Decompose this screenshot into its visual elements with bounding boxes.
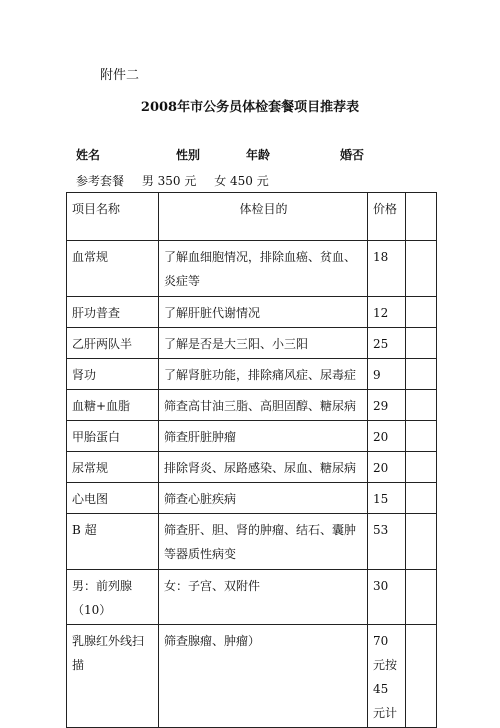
cell-price: 20	[368, 452, 406, 483]
cell-extra	[406, 297, 437, 328]
cell-extra	[406, 359, 437, 390]
table-header-row	[67, 193, 437, 241]
cell-extra	[406, 514, 437, 570]
cell-extra	[406, 421, 437, 452]
table-row	[67, 241, 437, 297]
header-purpose: 体检目的	[159, 193, 368, 241]
cell-item-name: B 超	[67, 514, 159, 570]
table-body	[67, 241, 437, 728]
cell-extra	[406, 241, 437, 297]
header-price: 价格	[368, 193, 406, 241]
cell-purpose: 排除肾炎、尿路感染、尿血、糖尿病	[159, 452, 368, 483]
marital-label: 婚否	[340, 148, 365, 162]
cell-extra	[406, 483, 437, 514]
cell-item-name: 乙肝两队半	[67, 328, 159, 359]
cell-extra	[406, 390, 437, 421]
cell-price: 25	[368, 328, 406, 359]
cell-price: 53	[368, 514, 406, 570]
name-label: 姓名	[76, 148, 101, 162]
cell-purpose: 了解是否是大三阳、小三阳	[159, 328, 368, 359]
cell-extra	[406, 570, 437, 625]
table-row	[67, 570, 437, 625]
cell-item-name: 血常规	[67, 241, 159, 297]
cell-price: 70 元按 45 元计	[368, 625, 406, 728]
cell-item-name: 尿常规	[67, 452, 159, 483]
cell-item-name: 肾功	[67, 359, 159, 390]
cell-purpose: 筛查心脏疾病	[159, 483, 368, 514]
cell-purpose: 了解肾脏功能，排除痛风症、尿毒症	[159, 359, 368, 390]
table-row	[67, 328, 437, 359]
cell-purpose: 筛查肝脏肿瘤	[159, 421, 368, 452]
exam-table	[66, 192, 437, 728]
cell-item-name: 乳腺红外线扫描	[67, 625, 159, 728]
cell-purpose: 筛查高甘油三脂、高胆固醇、糖尿病	[159, 390, 368, 421]
package-male: 男 350 元	[141, 174, 197, 188]
table-row	[67, 514, 437, 570]
cell-purpose: 女：子宫、双附件	[159, 570, 368, 625]
cell-purpose: 了解肝脏代谢情况	[159, 297, 368, 328]
table-row	[67, 359, 437, 390]
package-line	[76, 172, 283, 189]
cell-item-name: 甲胎蛋白	[67, 421, 159, 452]
cell-price: 18	[368, 241, 406, 297]
header-extra	[406, 193, 437, 241]
cell-item-name: 心电图	[67, 483, 159, 514]
cell-purpose: 筛查肝、胆、肾的肿瘤、结石、囊肿等器质性病变	[159, 514, 368, 570]
cell-price: 12	[368, 297, 406, 328]
document-title: 2008年市公务员体检套餐项目推荐表	[140, 100, 360, 115]
package-label: 参考套餐	[76, 174, 125, 188]
cell-item-name: 肝功普查	[67, 297, 159, 328]
table-row	[67, 625, 437, 728]
gender-label: 性别	[176, 148, 201, 162]
cell-price: 15	[368, 483, 406, 514]
package-female: 女 450 元	[214, 174, 269, 188]
table-row	[67, 452, 437, 483]
attachment-label: 附件二	[100, 68, 140, 83]
table-row	[67, 421, 437, 452]
age-label: 年龄	[246, 148, 271, 162]
cell-price: 30	[368, 570, 406, 625]
cell-item-name: 血糖+血脂	[67, 390, 159, 421]
cell-purpose: 了解血细胞情况，排除血癌、贫血、炎症等	[159, 241, 368, 297]
table-row	[67, 390, 437, 421]
cell-item-name: 男：前列腺（10）	[67, 570, 159, 625]
table-row	[67, 483, 437, 514]
cell-extra	[406, 452, 437, 483]
cell-extra	[406, 328, 437, 359]
cell-price: 29	[368, 390, 406, 421]
cell-price: 9	[368, 359, 406, 390]
cell-purpose: 筛查腺瘤、肿瘤）	[159, 625, 368, 728]
table-row	[67, 297, 437, 328]
header-item-name: 项目名称	[67, 193, 159, 241]
cell-price: 20	[368, 421, 406, 452]
cell-extra	[406, 625, 437, 728]
